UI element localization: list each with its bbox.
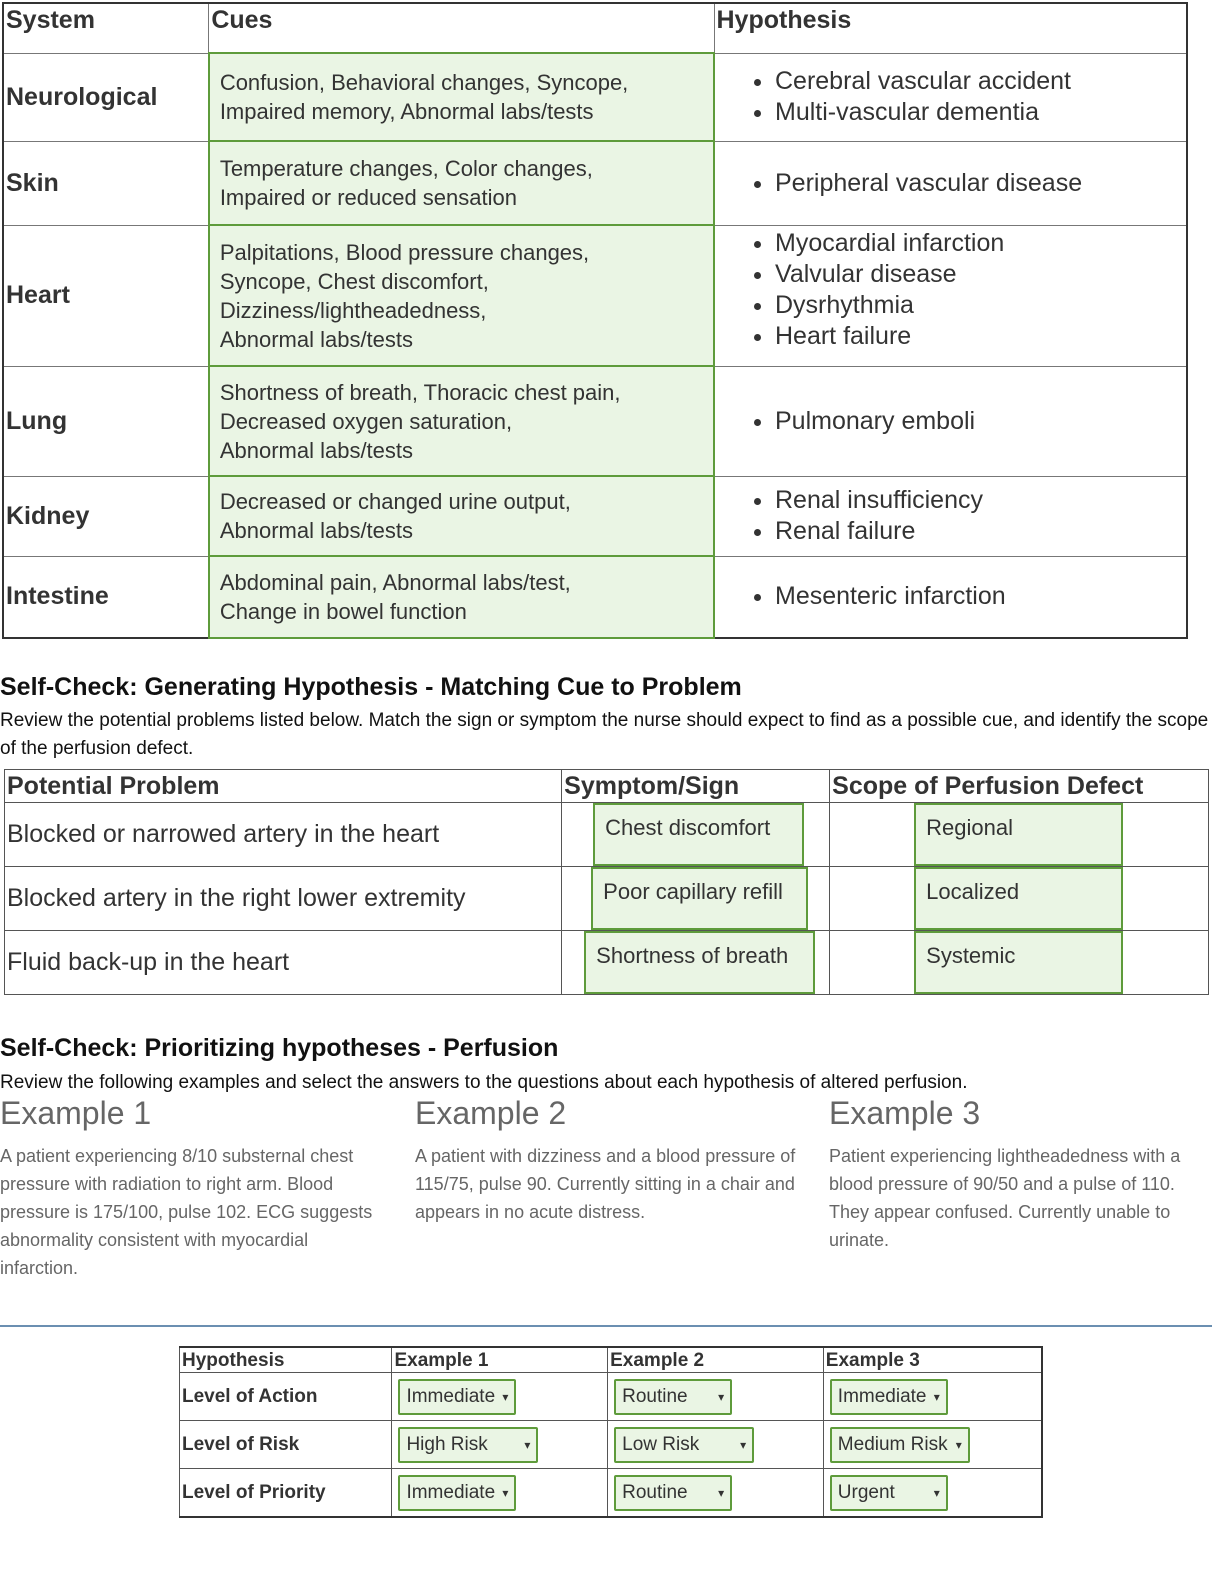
potential-problem: Blocked artery in the right lower extremity (5, 867, 562, 931)
row-label-level-of-risk: Level of Risk (180, 1421, 392, 1469)
action-select-example-3[interactable] (830, 1379, 948, 1415)
example-2-text: A patient with dizziness and a blood pressure of 115/75, pulse 90. Currently sitting in a chair and appears in no acute distress. (415, 1146, 796, 1222)
select-value: Low Risk (622, 1433, 700, 1455)
chevron-down-icon: ▾ (524, 1437, 531, 1452)
table-header-row (3, 3, 1187, 53)
risk-select-example-1[interactable] (398, 1427, 538, 1463)
select-value: Urgent (837, 1481, 895, 1503)
cue-line: Decreased or changed urine output, (219, 489, 571, 514)
chevron-down-icon: ▾ (740, 1437, 747, 1452)
table-row (5, 867, 1209, 931)
table-row (3, 556, 1187, 638)
symptom-cell (562, 931, 830, 995)
chevron-down-icon: ▾ (718, 1485, 725, 1500)
column-header-hypothesis: Hypothesis (180, 1347, 392, 1373)
chevron-down-icon: ▾ (718, 1389, 725, 1404)
cue-line: Dizziness/lightheadedness, (219, 297, 487, 323)
scope-drop-slot[interactable]: Regional (914, 803, 1123, 866)
section-divider (0, 1325, 1212, 1327)
select-value: Immediate (837, 1385, 927, 1407)
scope-cell (830, 867, 1209, 931)
symptom-drop-slot[interactable]: Chest discomfort (593, 803, 804, 866)
cue-line: Syncope, Chest discomfort, (219, 268, 489, 294)
column-header-hypothesis: Hypothesis (714, 3, 1187, 53)
row-label-level-of-priority: Level of Priority (180, 1469, 392, 1518)
select-cell (392, 1469, 608, 1518)
table-row (3, 476, 1187, 556)
scope-cell (830, 803, 1209, 867)
chevron-down-icon: ▾ (502, 1389, 509, 1404)
scope-cell (830, 931, 1209, 995)
hypothesis-item: • Renal failure (775, 516, 1186, 547)
column-header-example-1: Example 1 (392, 1347, 608, 1373)
select-value: Medium Risk (837, 1433, 948, 1455)
system-name: Intestine (3, 556, 209, 638)
table-row (3, 225, 1187, 366)
cue-line: Change in bowel function (219, 599, 467, 624)
select-cell (823, 1421, 1042, 1469)
cue-line: Abnormal labs/tests (219, 326, 414, 352)
column-header-system: System (3, 3, 209, 53)
hypothesis-cell (714, 476, 1187, 556)
select-value: Routine (622, 1481, 688, 1503)
cue-line: Confusion, Behavioral changes, Syncope, (219, 70, 629, 95)
symptom-drop-slot[interactable]: Shortness of breath (584, 931, 815, 994)
selfcheck-matching-instructions: Review the potential problems listed below. Match the sign or symptom the nurse should expect to find as a possible cue, and identify the scope of the perfusion defect. (0, 710, 1209, 759)
hypothesis-list (749, 228, 1186, 352)
hypothesis-list (749, 168, 1186, 199)
selfcheck-matching-title: Self-Check: Generating Hypothesis - Matching Cue to Problem (0, 673, 742, 701)
table-row (180, 1373, 1043, 1421)
hypothesis-cell (714, 366, 1187, 476)
select-cell (608, 1421, 824, 1469)
table-header-row (180, 1347, 1043, 1373)
hypothesis-item: • Multi-vascular dementia (775, 97, 1186, 128)
hypothesis-item: • Cerebral vascular accident (775, 66, 1186, 97)
prioritization-table (179, 1346, 1043, 1518)
cues-cell (209, 476, 714, 556)
table-row (180, 1421, 1043, 1469)
chevron-down-icon: ▾ (502, 1485, 509, 1500)
system-name: Kidney (3, 476, 209, 556)
symptom-cell (562, 867, 830, 931)
cue-line: Temperature changes, Color changes, (219, 156, 593, 181)
select-cell (608, 1373, 824, 1421)
potential-problem: Blocked or narrowed artery in the heart (5, 803, 562, 867)
column-header-symptom-sign: Symptom/Sign (562, 770, 830, 803)
cue-line: Impaired memory, Abnormal labs/tests (219, 99, 594, 124)
cue-line: Abdominal pain, Abnormal labs/test, (219, 570, 571, 595)
cue-line: Impaired or reduced sensation (219, 185, 517, 210)
example-1-title: Example 1 (0, 1095, 152, 1131)
select-cell (823, 1469, 1042, 1518)
row-label-level-of-action: Level of Action (180, 1373, 392, 1421)
hypothesis-cell (714, 225, 1187, 366)
example-2-title: Example 2 (415, 1095, 567, 1131)
cues-cell (209, 366, 714, 476)
selfcheck-prioritizing-instructions: Review the following examples and select the answers to the questions about each hypothesis of altered perfusion. (0, 1072, 968, 1093)
hypothesis-item: • Pulmonary emboli (775, 406, 1186, 437)
system-name: Skin (3, 141, 209, 225)
column-header-example-3: Example 3 (823, 1347, 1042, 1373)
hypothesis-item: • Mesenteric infarction (775, 581, 1186, 612)
action-select-example-2[interactable] (614, 1379, 732, 1415)
hypothesis-item: • Dysrhythmia (775, 290, 1186, 321)
potential-problem: Fluid back-up in the heart (5, 931, 562, 995)
column-header-potential-problem: Potential Problem (5, 770, 562, 803)
example-3-title: Example 3 (829, 1095, 981, 1131)
hypothesis-item: • Valvular disease (775, 259, 1186, 290)
cues-cell (209, 53, 714, 141)
hypothesis-item: • Myocardial infarction (775, 228, 1186, 259)
priority-select-example-3[interactable] (830, 1475, 948, 1511)
select-cell (608, 1469, 824, 1518)
cues-cell (209, 141, 714, 225)
system-name: Neurological (3, 53, 209, 141)
risk-select-example-2[interactable] (614, 1427, 754, 1463)
column-header-example-2: Example 2 (608, 1347, 824, 1373)
chevron-down-icon: ▾ (933, 1389, 940, 1404)
select-cell (823, 1373, 1042, 1421)
table-header-row (5, 770, 1209, 803)
select-cell (392, 1373, 608, 1421)
hypothesis-cell (714, 556, 1187, 638)
chevron-down-icon: ▾ (933, 1485, 940, 1500)
select-value: Immediate (406, 1481, 496, 1503)
hypothesis-list (749, 485, 1186, 547)
table-row (180, 1469, 1043, 1518)
select-value: High Risk (406, 1433, 488, 1455)
select-value: Routine (622, 1385, 688, 1407)
column-header-cues: Cues (209, 3, 714, 53)
system-cues-hypothesis-table (2, 2, 1188, 639)
hypothesis-list (749, 581, 1186, 612)
column-header-scope: Scope of Perfusion Defect (830, 770, 1209, 803)
scope-drop-slot[interactable]: Localized (914, 867, 1123, 930)
hypothesis-item: • Heart failure (775, 321, 1186, 352)
risk-select-example-3[interactable] (830, 1427, 970, 1463)
symptom-cell (562, 803, 830, 867)
example-1-text: A patient experiencing 8/10 substernal chest pressure with radiation to right arm. Blood pressure is 175/100, pulse 102. ECG suggests abnormality consistent with myocardial infarction. (0, 1146, 373, 1278)
hypothesis-item: • Peripheral vascular disease (775, 168, 1186, 199)
system-name: Lung (3, 366, 209, 476)
table-row (3, 53, 1187, 141)
symptom-drop-slot[interactable]: Poor capillary refill (591, 867, 808, 930)
cues-cell (209, 225, 714, 366)
cues-cell (209, 556, 714, 638)
table-row (5, 931, 1209, 995)
priority-select-example-1[interactable] (398, 1475, 516, 1511)
cue-line: Shortness of breath, Thoracic chest pain, (219, 379, 621, 405)
table-row (3, 141, 1187, 225)
cue-line: Abnormal labs/tests (219, 437, 414, 463)
priority-select-example-2[interactable] (614, 1475, 732, 1511)
hypothesis-item: • Renal insufficiency (775, 485, 1186, 516)
select-cell (392, 1421, 608, 1469)
chevron-down-icon: ▾ (955, 1437, 962, 1452)
matching-table (4, 769, 1209, 995)
hypothesis-list (749, 66, 1186, 128)
action-select-example-1[interactable] (398, 1379, 516, 1415)
hypothesis-list (749, 406, 1186, 437)
hypothesis-cell (714, 53, 1187, 141)
table-row (5, 803, 1209, 867)
table-row (3, 366, 1187, 476)
cue-line: Decreased oxygen saturation, (219, 408, 513, 434)
selfcheck-prioritizing-title: Self-Check: Prioritizing hypotheses - Perfusion (0, 1034, 559, 1062)
hypothesis-cell (714, 141, 1187, 225)
scope-drop-slot[interactable]: Systemic (914, 931, 1123, 994)
cue-line: Palpitations, Blood pressure changes, (219, 239, 590, 265)
cue-line: Abnormal labs/tests (219, 518, 414, 543)
select-value: Immediate (406, 1385, 496, 1407)
system-name: Heart (3, 225, 209, 366)
example-3-text: Patient experiencing lightheadedness with a blood pressure of 90/50 and a pulse of 110. They appear confused. Currently unable to urinate. (829, 1146, 1181, 1250)
